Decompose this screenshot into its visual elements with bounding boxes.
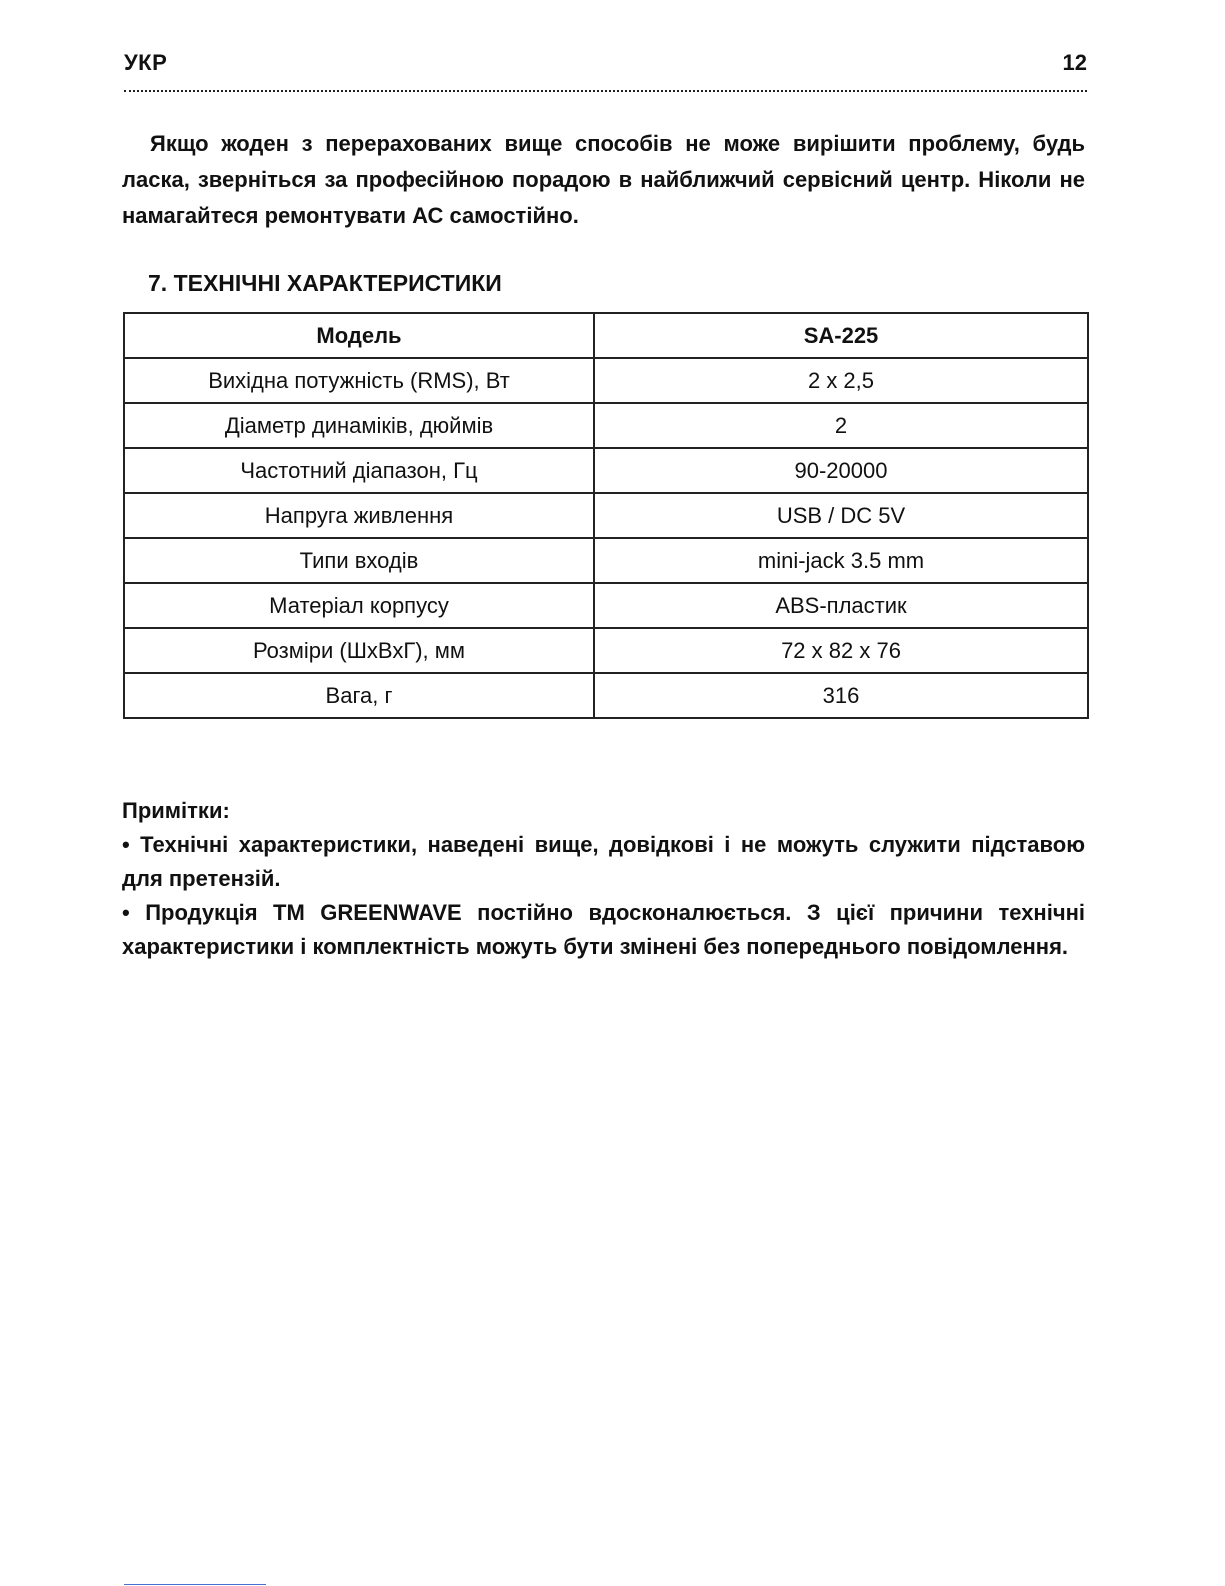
- page-header: [124, 46, 1087, 92]
- table-header-row: [124, 313, 1088, 358]
- spec-label: Діаметр динаміків, дюймів: [124, 403, 594, 448]
- note-item: • Технічні характеристики, наведені вище, довідкові і не можуть служити підставою для претензій.: [122, 832, 1085, 891]
- spec-value: 90-20000: [594, 448, 1088, 493]
- intro-paragraph: Якщо жоден з перерахованих вище способів не може вирішити проблему, будь ласка, зверніться за професійною порадою в найближчий сервісний центр. Ніколи не намагайтеся ремонтувати АС самостійно.: [122, 131, 1085, 228]
- spec-label: Розміри (ШхВхГ), мм: [124, 628, 594, 673]
- notes-title: Примітки:: [122, 798, 230, 823]
- table-header-cell: SA-225: [594, 313, 1088, 358]
- table-row: [124, 448, 1088, 493]
- page-number: 12: [1062, 50, 1087, 75]
- spec-label: Вихідна потужність (RMS), Вт: [124, 358, 594, 403]
- section-title: 7. ТЕХНІЧНІ ХАРАКТЕРИСТИКИ: [148, 270, 502, 296]
- table-row: [124, 583, 1088, 628]
- spec-value: USB / DC 5V: [594, 493, 1088, 538]
- spec-value: ABS-пластик: [594, 583, 1088, 628]
- spec-value: mini-jack 3.5 mm: [594, 538, 1088, 583]
- note-item: • Продукція ТМ GREENWAVE постійно вдосконалюється. З цієї причини технічні характеристики і комплектність можуть бути змінені без попереднього повідомлення.: [122, 900, 1085, 959]
- table-row: [124, 673, 1088, 718]
- notes-section: [122, 794, 1085, 964]
- spec-label: Частотний діапазон, Гц: [124, 448, 594, 493]
- table-row: [124, 358, 1088, 403]
- spec-value: 2 x 2,5: [594, 358, 1088, 403]
- spec-label: Напруга живлення: [124, 493, 594, 538]
- spec-label: Типи входів: [124, 538, 594, 583]
- table-row: [124, 403, 1088, 448]
- table-row: [124, 628, 1088, 673]
- table-row: [124, 538, 1088, 583]
- table-header-cell: Модель: [124, 313, 594, 358]
- spec-value: 316: [594, 673, 1088, 718]
- spec-label: Матеріал корпусу: [124, 583, 594, 628]
- spec-value: 72 x 82 x 76: [594, 628, 1088, 673]
- spec-value: 2: [594, 403, 1088, 448]
- spec-label: Вага, г: [124, 673, 594, 718]
- language-label: УКР: [124, 50, 168, 75]
- table-row: [124, 493, 1088, 538]
- specs-table: [123, 312, 1089, 719]
